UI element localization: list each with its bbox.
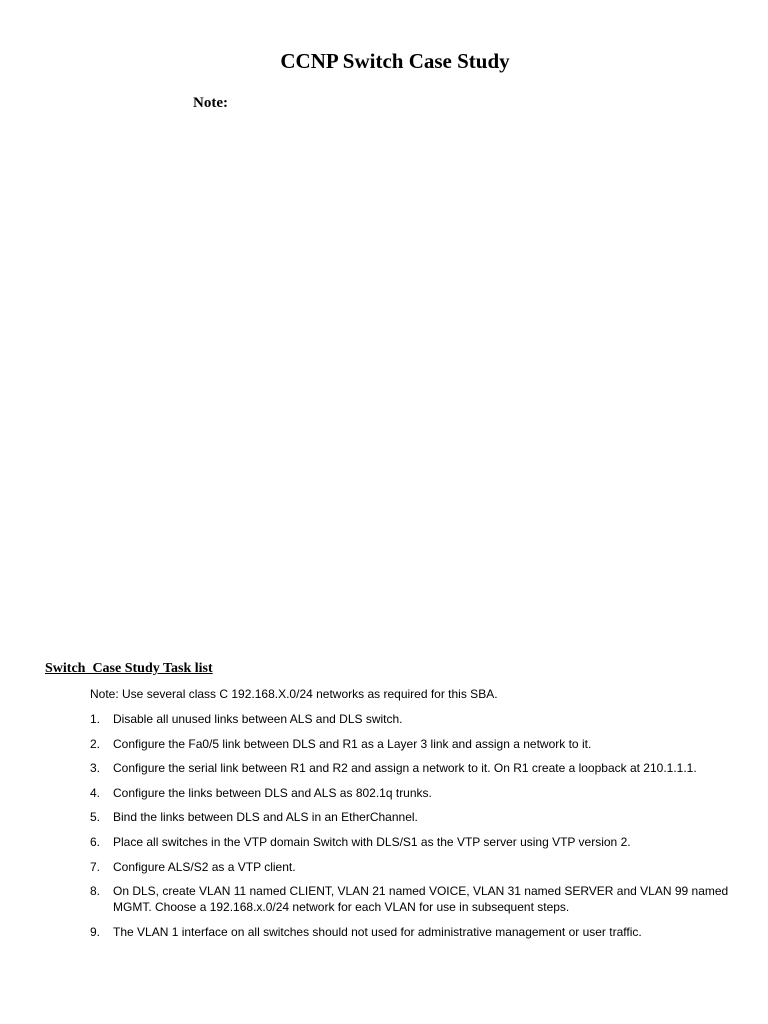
task-text: Configure the serial link between R1 and R2 and assign a network to it. On R1 create a loopback at 210.1.1.1. <box>113 761 697 776</box>
task-text: Place all switches in the VTP domain Switch with DLS/S1 as the VTP server using VTP version 2. <box>113 834 631 849</box>
task-text: On DLS, create VLAN 11 named CLIENT, VLAN 21 named VOICE, VLAN 31 named SERVER and VLAN 99 named MGMT. Choose a 192.168.x.0/24 network for each VLAN for use in subsequent steps. <box>113 884 729 915</box>
task-number: 2. <box>90 736 101 751</box>
task-text: Bind the links between DLS and ALS in an EtherChannel. <box>113 810 418 825</box>
task-item <box>90 834 730 850</box>
task-number: 6. <box>90 834 101 849</box>
task-number: 8. <box>90 884 101 899</box>
task-item <box>90 760 730 776</box>
task-item <box>90 785 730 801</box>
task-number: 5. <box>90 810 101 825</box>
task-intro-note: Note: Use several class C 192.168.X.0/24 networks as required for this SBA. <box>90 687 498 701</box>
task-number: 1. <box>90 712 101 726</box>
task-item <box>90 809 730 825</box>
task-list <box>90 711 730 948</box>
task-number: 4. <box>90 785 101 800</box>
task-text: Configure ALS/S2 as a VTP client. <box>113 859 296 874</box>
task-text: The VLAN 1 interface on all switches should not used for administrative management or user traffic. <box>113 924 642 939</box>
task-list-heading: Switch Case Study Task list <box>45 661 213 676</box>
task-text: Disable all unused links between ALS and DLS switch. <box>113 712 403 726</box>
task-item <box>90 736 730 752</box>
task-item <box>90 711 730 727</box>
task-number: 9. <box>90 924 101 939</box>
task-item <box>90 859 730 875</box>
task-item <box>90 924 730 940</box>
task-item <box>90 883 730 915</box>
task-number: 3. <box>90 761 101 776</box>
task-number: 7. <box>90 859 101 874</box>
document-title: CCNP Switch Case Study <box>280 49 510 73</box>
task-text: Configure the links between DLS and ALS as 802.1q trunks. <box>113 785 432 800</box>
note-label: Note: <box>193 95 228 111</box>
task-text: Configure the Fa0/5 link between DLS and R1 as a Layer 3 link and assign a network to it. <box>113 736 592 751</box>
